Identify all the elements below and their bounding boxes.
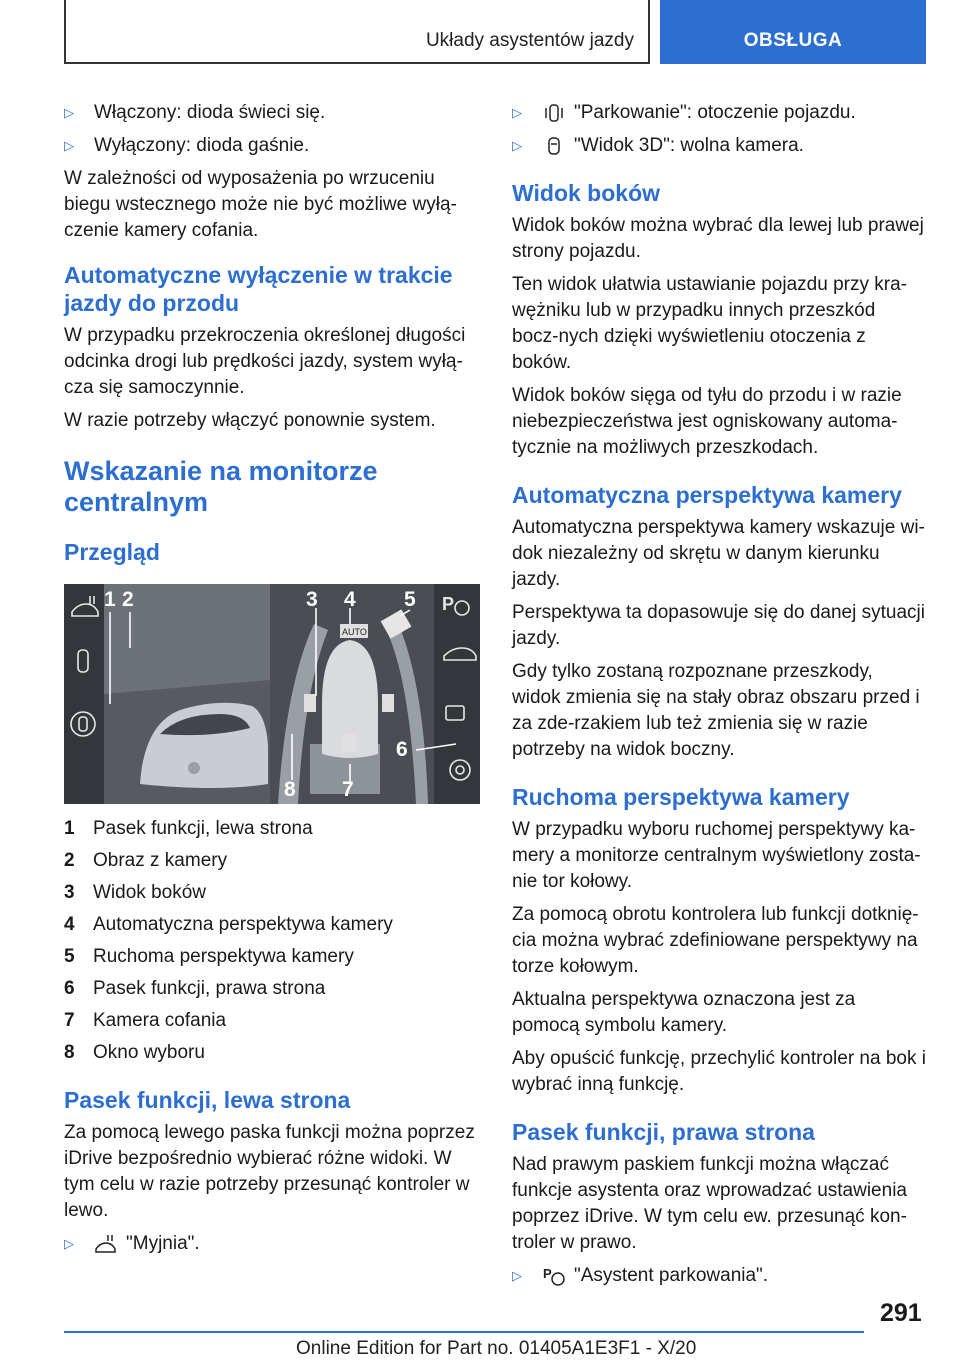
triangle-bullet-icon: ▷ — [64, 138, 74, 153]
triangle-bullet-icon: ▷ — [64, 105, 74, 120]
paragraph: Widok boków sięga od tyłu do przodu i w razie niebezpieczeństwa jest ogniskowany automa‐tycznie na możliwych przeszkodach. — [512, 385, 902, 458]
right-function-bar — [434, 584, 480, 804]
header-section-title: Układy asystentów jazdy — [425, 30, 634, 51]
paragraph: Widok boków można wybrać dla lewej lub prawej strony pojazdu. — [512, 215, 924, 262]
car-wash-icon — [94, 1233, 118, 1255]
triangle-bullet-icon: ▷ — [512, 105, 522, 120]
legend-item: 3 Widok boków — [64, 882, 206, 903]
list-item: ▷ "Myjnia". — [64, 1231, 478, 1257]
paragraph: W zależności od wyposażenia po wrzuceniu biegu wstecznego może nie być możliwe wyłą‐czenie kamery cofania. — [64, 168, 457, 241]
camera-marker-right — [382, 694, 394, 712]
list-item: ▷ Wyłączony: dioda gaśnie. — [64, 133, 478, 159]
callout-8: 8 — [284, 778, 296, 801]
callout-4: 4 — [344, 588, 356, 611]
header-chapter-title: OBSŁUGA — [743, 30, 843, 51]
legend-item: 7 Kamera cofania — [64, 1010, 227, 1031]
heading-side-view: Widok boków — [512, 180, 661, 206]
legend-item: 8 Okno wyboru — [64, 1042, 205, 1063]
view-3d-icon — [542, 135, 566, 157]
paragraph: W przypadku przekroczenia określonej długości odcinka drogi lub prędkości jazdy, system wyłą‐cza się samoczynnie. — [64, 325, 466, 398]
paragraph: Automatyczna perspektywa kamery wskazuje wi‐dok niezależny od skrętu w danym kierunku jazdy. — [512, 517, 925, 590]
figure-legend — [64, 816, 478, 1066]
triangle-bullet-icon: ▷ — [512, 138, 522, 153]
paragraph: Ten widok ułatwia ustawianie pojazdu przy kra‐wężniku lub w przypadku innych przeszkód bocz‐nych dzięki wyświetleniu otoczenia z boków. — [512, 274, 907, 373]
list-item: ▷ Włączony: dioda świeci się. — [64, 100, 478, 126]
list-item: ▷ P "Asystent parkowania". — [512, 1263, 926, 1289]
page-number: 291 — [880, 1299, 922, 1327]
svg-text:P: P — [543, 1266, 552, 1281]
callout-6: 6 — [396, 738, 408, 761]
left-column — [64, 100, 478, 1264]
paragraph: W razie potrzeby włączyć ponownie system. — [64, 410, 436, 431]
list-item: ▷ "Parkowanie": otoczenie pojazdu. — [512, 100, 926, 126]
heading-moving-perspective: Ruchoma perspektywa kamery — [512, 784, 850, 810]
legend-item: 4 Automatyczna perspektywa kamery — [64, 914, 393, 935]
callout-7: 7 — [342, 778, 354, 801]
header-section-tab — [64, 0, 650, 64]
camera-screen-figure — [64, 584, 480, 804]
list-item: ▷ "Widok 3D": wolna kamera. — [512, 133, 926, 159]
parking-assistant-icon — [542, 1265, 566, 1287]
heading-left-function-bar: Pasek funkcji, lewa strona — [64, 1087, 351, 1113]
left-function-bar — [64, 584, 104, 804]
paragraph: Aktualna perspektywa oznaczona jest za pomocą symbolu kamery. — [512, 989, 856, 1036]
camera-marker-left — [304, 694, 316, 712]
paragraph: Nad prawym paskiem funkcji można włączać funkcje asystenta oraz wprowadzać ustawienia poprzez iDrive. W tym celu ew. przesunąć kon‐troler w prawo. — [512, 1154, 907, 1253]
callout-1: 1 — [104, 588, 116, 611]
paragraph: W przypadku wyboru ruchomej perspektywy ka‐mery a monitorze centralnym wyświetlony zosta‐nie tor kołowy. — [512, 819, 921, 892]
heading-auto-perspective: Automatyczna perspektywa kamery — [512, 482, 902, 508]
legend-item: 2 Obraz z kamery — [64, 850, 228, 871]
heading-auto-off: Automatyczne wyłączenie w trakcie jazdy do przodu — [64, 262, 453, 316]
header-chapter-tab — [660, 0, 926, 64]
paragraph: Gdy tylko zostaną rozpoznane przeszkody, widok zmienia się na stały obraz obszaru przed i za zde‐rzakiem lub też zmienia się w razie potrzeby na widok boczny. — [512, 661, 920, 760]
callout-3: 3 — [306, 588, 318, 611]
page-header — [64, 0, 926, 64]
legend-item: 5 Ruchoma perspektywa kamery — [64, 946, 354, 967]
paragraph: Za pomocą obrotu kontrolera lub funkcji dotknię‐cia można wybrać zdefiniowane perspektywy na torze kołowym. — [512, 904, 919, 977]
heading-right-function-bar: Pasek funkcji, prawa strona — [512, 1119, 815, 1145]
paragraph: Aby opuścić funkcję, przechylić kontroler na bok i wybrać inną funkcję. — [512, 1048, 926, 1095]
triangle-bullet-icon: ▷ — [64, 1236, 74, 1251]
right-column — [512, 100, 926, 1296]
footer-divider — [64, 1331, 864, 1333]
parking-view-icon — [542, 102, 566, 124]
callout-5: 5 — [404, 588, 416, 611]
legend-item: 6 Pasek funkcji, prawa strona — [64, 978, 326, 999]
footer-edition: Online Edition for Part no. 01405A1E3F1 - X/20 — [296, 1338, 697, 1359]
svg-text:P: P — [442, 594, 455, 614]
callout-2: 2 — [122, 588, 134, 611]
paragraph: Za pomocą lewego paska funkcji można poprzez iDrive bezpośrednio wybierać różne widoki. W tym celu w razie potrzeby przesunąć kontroler w lewo. — [64, 1122, 475, 1221]
heading-central-monitor: Wskazanie na monitorze centralnym — [64, 456, 378, 517]
auto-badge-label: AUTO — [342, 627, 367, 637]
legend-item: 1 Pasek funkcji, lewa strona — [64, 818, 313, 839]
heading-overview: Przegląd — [64, 539, 160, 565]
paragraph: Perspektywa ta dopasowuje się do danej sytuacji jazdy. — [512, 602, 925, 649]
rear-camera-marker — [342, 734, 356, 752]
triangle-bullet-icon: ▷ — [512, 1268, 522, 1283]
